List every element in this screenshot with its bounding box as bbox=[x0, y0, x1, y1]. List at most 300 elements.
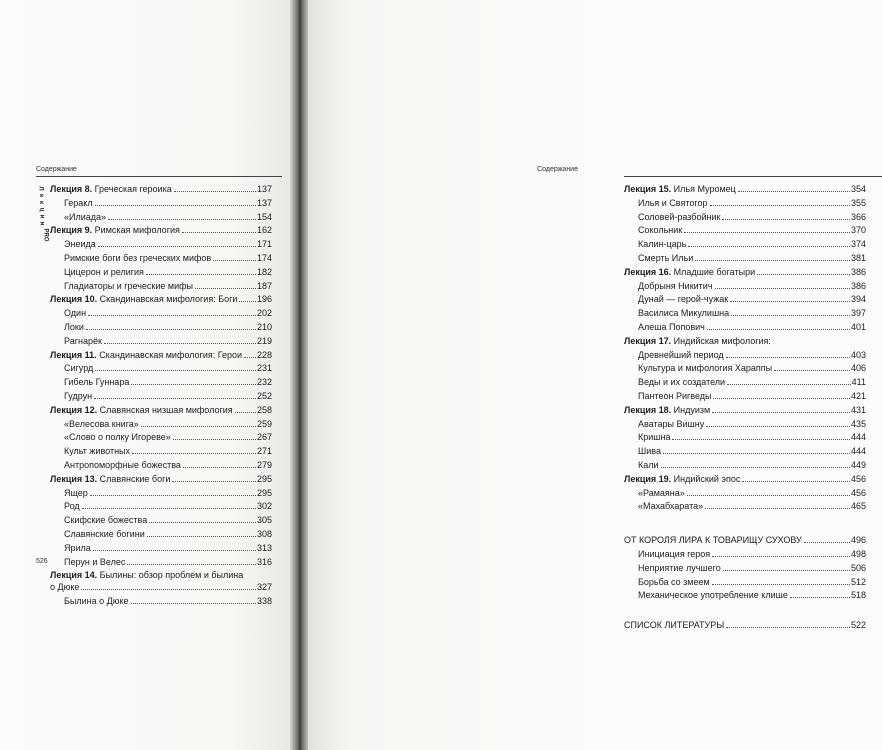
page-ref: 232 bbox=[256, 377, 272, 388]
dot-leader bbox=[726, 627, 850, 628]
toc-sub-entry bbox=[50, 596, 272, 610]
toc-list-right bbox=[624, 184, 866, 634]
page-ref: 279 bbox=[256, 459, 272, 470]
side-tab-letter: и bbox=[37, 214, 44, 219]
entry-title bbox=[624, 225, 682, 235]
entry-title-text: «Слово о полку Игореве» bbox=[64, 432, 171, 443]
entry-title-text: «Рамаяна» bbox=[638, 487, 685, 498]
toc-sub-entry bbox=[50, 377, 272, 391]
page-ref: 381 bbox=[850, 252, 866, 263]
lecture-number: Лекция 13. bbox=[50, 473, 98, 484]
dot-leader bbox=[195, 288, 256, 289]
entry-title bbox=[50, 225, 180, 235]
dot-leader bbox=[695, 260, 850, 261]
entry-title bbox=[50, 322, 84, 332]
dot-leader bbox=[687, 495, 850, 496]
entry-title-text: Илья и Святогор bbox=[638, 197, 708, 208]
toc-lecture-entry bbox=[50, 225, 272, 239]
toc-lecture-entry bbox=[50, 184, 272, 198]
toc-sub-entry bbox=[624, 432, 866, 446]
toc-lecture-entry bbox=[50, 350, 272, 364]
lecture-number: Лекция 15. bbox=[624, 184, 672, 194]
dot-leader bbox=[98, 246, 256, 247]
toc-lecture-entry bbox=[50, 294, 272, 308]
entry-title bbox=[624, 432, 670, 442]
entry-title bbox=[50, 557, 125, 567]
dot-leader bbox=[710, 205, 850, 206]
entry-title-text: Пантеон Ригведы bbox=[638, 390, 712, 401]
entry-title bbox=[624, 281, 713, 291]
toc-sub-entry bbox=[50, 267, 272, 281]
toc-sub-entry bbox=[624, 590, 866, 604]
entry-title-text: Соловей-разбойник bbox=[638, 211, 721, 222]
entry-title-text: Культ животных bbox=[64, 446, 131, 457]
page-ref: 316 bbox=[256, 556, 272, 567]
entry-title-text: Древнейший период bbox=[638, 349, 724, 360]
entry-title-text: Калин-царь bbox=[638, 239, 687, 250]
dot-leader bbox=[663, 453, 850, 454]
entry-title bbox=[624, 620, 724, 630]
entry-title-text: Смерть Ильи bbox=[638, 252, 694, 263]
dot-leader bbox=[727, 384, 851, 385]
toc-sub-entry bbox=[624, 563, 866, 577]
entry-title-text: СПИСОК ЛИТЕРАТУРЫ bbox=[624, 620, 725, 631]
entry-title-text: Гибель Гуннара bbox=[64, 377, 130, 388]
entry-title bbox=[624, 377, 725, 387]
toc-sub-entry bbox=[624, 253, 866, 267]
page-ref: 498 bbox=[850, 548, 866, 559]
entry-title-text: Василиса Микулишна bbox=[638, 308, 730, 319]
dot-leader bbox=[172, 481, 256, 482]
entry-title-text: Алеша Попович bbox=[638, 321, 705, 332]
page-ref: 313 bbox=[256, 542, 272, 553]
page-ref: 386 bbox=[850, 280, 866, 291]
toc-lecture-entry bbox=[624, 474, 866, 488]
page-ref: 338 bbox=[256, 596, 272, 607]
toc-sub-entry bbox=[624, 225, 866, 239]
entry-title bbox=[50, 391, 92, 401]
toc-sub-entry bbox=[624, 308, 866, 322]
page-ref: 394 bbox=[850, 294, 866, 305]
toc-sub-entry bbox=[50, 253, 272, 267]
entry-title bbox=[624, 391, 711, 401]
lecture-number: Лекция 19. bbox=[624, 473, 672, 484]
entry-title-text: Аватары Вишну bbox=[638, 418, 705, 429]
dot-leader bbox=[235, 412, 256, 413]
page-ref: 403 bbox=[850, 349, 866, 360]
toc-sub-entry bbox=[50, 281, 272, 295]
entry-title-text: Славянская низшая мифология bbox=[99, 404, 233, 415]
toc-sub-entry bbox=[50, 501, 272, 515]
page-ref: 295 bbox=[256, 487, 272, 498]
entry-title bbox=[50, 198, 93, 208]
page-ref: 449 bbox=[850, 459, 866, 470]
entry-title bbox=[624, 405, 710, 415]
entry-title-text: Греческая героика bbox=[94, 184, 172, 194]
dot-leader bbox=[86, 329, 256, 330]
toc-sub-entry bbox=[624, 391, 866, 405]
entry-title-text: Гудрун bbox=[64, 390, 93, 401]
entry-title bbox=[624, 184, 736, 194]
page-ref: 355 bbox=[850, 197, 866, 208]
entry-title bbox=[50, 253, 211, 263]
page-ref: 518 bbox=[850, 590, 866, 601]
toc-sub-entry bbox=[624, 446, 866, 460]
entry-title-text: Ярила bbox=[64, 542, 91, 553]
entry-title bbox=[50, 363, 93, 373]
dot-leader bbox=[672, 439, 849, 440]
entry-title bbox=[624, 253, 693, 263]
page-ref: 187 bbox=[256, 280, 272, 291]
toc-sub-entry bbox=[50, 212, 272, 226]
entry-title bbox=[624, 563, 721, 573]
entry-title-text: Антропоморфные божества bbox=[64, 459, 181, 470]
lecture-number: Лекция 12. bbox=[50, 404, 98, 415]
toc-sub-entry bbox=[50, 488, 272, 502]
right-page bbox=[308, 0, 866, 750]
toc-sub-entry bbox=[50, 419, 272, 433]
entry-title bbox=[624, 501, 703, 511]
page-ref: 295 bbox=[256, 473, 272, 484]
entry-title bbox=[624, 350, 724, 360]
toc-sub-entry bbox=[624, 377, 866, 391]
dot-leader bbox=[173, 439, 256, 440]
entry-title-text: Славянские богини bbox=[64, 528, 145, 539]
header-rule bbox=[624, 176, 882, 177]
page-ref: 228 bbox=[256, 349, 272, 360]
dot-leader bbox=[127, 564, 256, 565]
entry-title bbox=[624, 336, 771, 346]
entry-title bbox=[624, 474, 740, 484]
dot-leader bbox=[726, 357, 850, 358]
series-side-tab bbox=[35, 185, 49, 243]
toc-sub-entry bbox=[624, 577, 866, 591]
lecture-number: Лекция 18. bbox=[624, 404, 672, 415]
toc-sub-entry bbox=[50, 391, 272, 405]
entry-title bbox=[624, 446, 661, 456]
dot-leader bbox=[94, 398, 256, 399]
dot-leader bbox=[688, 246, 850, 247]
entry-title bbox=[50, 350, 242, 360]
entry-title-text: Рагнарёк bbox=[64, 335, 102, 346]
toc-lecture-entry bbox=[50, 474, 272, 488]
dot-leader bbox=[244, 357, 256, 358]
lecture-number: Лекция 10. bbox=[50, 294, 98, 305]
entry-title-text: Культура и мифология Хараппы bbox=[638, 363, 773, 374]
toc-sub-entry bbox=[50, 557, 272, 571]
entry-title-text: Цицерон и религия bbox=[64, 266, 144, 277]
toc-chapter-entry bbox=[624, 535, 866, 549]
dot-leader bbox=[90, 495, 256, 496]
entry-title bbox=[624, 308, 729, 318]
left-page bbox=[0, 0, 292, 750]
dot-leader bbox=[774, 370, 850, 371]
entry-title-text: Сокольник bbox=[638, 225, 683, 236]
dot-leader bbox=[661, 467, 850, 468]
entry-title bbox=[50, 377, 129, 387]
dot-leader bbox=[82, 508, 256, 509]
toc-lecture-entry bbox=[50, 405, 272, 419]
toc-sub-entry bbox=[50, 322, 272, 336]
lecture-number: Лекция 14. bbox=[50, 570, 98, 581]
toc-lecture-entry bbox=[624, 336, 866, 350]
page-ref: 308 bbox=[256, 528, 272, 539]
entry-title bbox=[624, 239, 686, 249]
entry-title-text: Римская мифология bbox=[94, 225, 180, 236]
entry-title-text: о Дюке bbox=[50, 582, 80, 593]
page-ref: 397 bbox=[850, 308, 866, 319]
page-ref: 444 bbox=[850, 432, 866, 443]
entry-title-text: Скандинавская мифология: Боги bbox=[99, 294, 238, 305]
page-ref: 496 bbox=[850, 535, 866, 546]
entry-title bbox=[624, 198, 708, 208]
entry-title-text: Индийская мифология: bbox=[673, 335, 771, 346]
page-ref: 406 bbox=[850, 363, 866, 374]
entry-title bbox=[624, 549, 710, 559]
entry-title-text: Индийский эпос bbox=[673, 473, 741, 484]
page-ref: 421 bbox=[850, 390, 866, 401]
dot-leader bbox=[95, 205, 256, 206]
page-ref: 506 bbox=[850, 562, 866, 573]
entry-title bbox=[50, 515, 147, 525]
entry-title bbox=[50, 212, 106, 222]
entry-title bbox=[624, 535, 802, 545]
entry-title bbox=[50, 596, 129, 606]
page-ref: 202 bbox=[256, 308, 272, 319]
toc-sub-entry bbox=[50, 460, 272, 474]
page-ref: 182 bbox=[256, 266, 272, 277]
entry-title-text: Индуизм bbox=[673, 404, 711, 415]
dot-leader bbox=[706, 426, 850, 427]
toc-sub-entry bbox=[50, 515, 272, 529]
entry-title-text: «Велесова книга» bbox=[64, 418, 139, 429]
toc-sub-entry bbox=[50, 239, 272, 253]
entry-title bbox=[624, 460, 659, 470]
entry-title-text: Дунай — герой-чужак bbox=[638, 294, 729, 305]
lecture-number: Лекция 9. bbox=[50, 225, 93, 236]
entry-title-text: Неприятие лучшего bbox=[638, 562, 721, 573]
dot-leader bbox=[182, 232, 256, 233]
dot-leader bbox=[88, 315, 256, 316]
dot-leader bbox=[742, 481, 850, 482]
toc-sub-entry bbox=[50, 446, 272, 460]
entry-title bbox=[624, 488, 685, 498]
lecture-number: Лекция 8. bbox=[50, 184, 93, 194]
page-ref: 137 bbox=[256, 197, 272, 208]
entry-title-text: Гладиаторы и греческие мифы bbox=[64, 280, 193, 291]
entry-title bbox=[50, 281, 193, 291]
page-ref: 401 bbox=[850, 321, 866, 332]
entry-title-text: Скифские божества bbox=[64, 515, 148, 526]
entry-title-continued bbox=[50, 582, 272, 596]
dot-leader bbox=[81, 589, 256, 590]
page-ref: 305 bbox=[256, 515, 272, 526]
toc-sub-entry bbox=[624, 460, 866, 474]
dot-leader bbox=[149, 522, 256, 523]
page-ref: 231 bbox=[256, 363, 272, 374]
page-ref: 374 bbox=[850, 239, 866, 250]
page-ref: 210 bbox=[256, 321, 272, 332]
entry-title bbox=[50, 294, 237, 304]
entry-title-text: Былина о Дюке bbox=[64, 596, 129, 607]
dot-leader bbox=[132, 453, 256, 454]
entry-title-text: Славянские боги bbox=[99, 473, 171, 484]
entry-title-text: Добрыня Никитич bbox=[638, 280, 713, 291]
dot-leader bbox=[684, 232, 850, 233]
side-tab-letter: Л bbox=[38, 186, 44, 191]
dot-leader bbox=[213, 260, 256, 261]
dot-leader bbox=[731, 315, 850, 316]
toc-sub-entry bbox=[50, 529, 272, 543]
dot-leader bbox=[705, 508, 850, 509]
page-ref: 354 bbox=[850, 184, 866, 194]
entry-title bbox=[50, 446, 130, 456]
entry-title-text: Геракл bbox=[64, 197, 93, 208]
dot-leader bbox=[183, 467, 256, 468]
page-ref: 456 bbox=[850, 473, 866, 484]
dot-leader bbox=[713, 398, 850, 399]
toc-bibliography-entry bbox=[624, 620, 866, 634]
page-ref: 302 bbox=[256, 501, 272, 512]
entry-title bbox=[50, 460, 181, 470]
toc-lecture-entry bbox=[624, 184, 866, 198]
entry-title-text: Род bbox=[64, 501, 80, 512]
dot-leader bbox=[790, 597, 850, 598]
toc-sub-entry bbox=[624, 198, 866, 212]
dot-leader bbox=[108, 219, 256, 220]
dot-leader bbox=[104, 343, 256, 344]
toc-sub-entry bbox=[624, 419, 866, 433]
entry-title bbox=[50, 501, 80, 511]
toc-list-left bbox=[50, 184, 272, 610]
entry-title bbox=[624, 294, 728, 304]
toc-sub-entry bbox=[624, 549, 866, 563]
lecture-number: Лекция 17. bbox=[624, 335, 672, 346]
page-ref: 327 bbox=[256, 582, 272, 593]
dot-leader bbox=[715, 288, 850, 289]
toc-sub-entry bbox=[50, 543, 272, 557]
side-tab-letter: и bbox=[37, 221, 44, 226]
entry-title-text: Илья Муромец bbox=[673, 184, 736, 194]
entry-title bbox=[50, 267, 144, 277]
entry-title bbox=[624, 419, 704, 429]
entry-title-text: Механическое употребление клише bbox=[638, 590, 788, 601]
lecture-number: Лекция 16. bbox=[624, 266, 672, 277]
dot-leader bbox=[141, 426, 256, 427]
toc-sub-entry bbox=[624, 294, 866, 308]
dot-leader bbox=[712, 584, 850, 585]
side-tab-letter: е bbox=[38, 193, 44, 198]
entry-title-text: Один bbox=[64, 308, 87, 319]
entry-title-text: «Илиада» bbox=[64, 211, 107, 222]
page-ref: 174 bbox=[256, 252, 272, 263]
entry-title-text: Шива bbox=[638, 446, 661, 457]
header-rule bbox=[36, 176, 282, 177]
entry-title bbox=[50, 570, 272, 582]
entry-title bbox=[624, 322, 705, 332]
page-ref: 465 bbox=[850, 501, 866, 512]
entry-title bbox=[624, 267, 755, 277]
entry-title-text: Кали bbox=[638, 459, 659, 470]
dot-leader bbox=[174, 191, 256, 192]
page-ref: 522 bbox=[850, 620, 866, 631]
toc-sub-entry bbox=[50, 198, 272, 212]
side-tab-letter: к bbox=[37, 200, 44, 205]
dot-leader bbox=[131, 603, 256, 604]
page-ref: 171 bbox=[256, 239, 272, 250]
page-ref: 259 bbox=[256, 418, 272, 429]
page-ref: 137 bbox=[256, 184, 272, 194]
toc-sub-entry bbox=[624, 501, 866, 515]
page-ref: 271 bbox=[256, 446, 272, 457]
running-head: Содержание bbox=[537, 166, 578, 173]
entry-title-text: Сигурд bbox=[64, 363, 94, 374]
dot-leader bbox=[723, 570, 850, 571]
entry-title bbox=[50, 474, 170, 484]
entry-title-text: Перун и Велес bbox=[64, 556, 126, 567]
page-ref: 162 bbox=[256, 225, 272, 236]
entry-title bbox=[624, 577, 710, 587]
toc-sub-entry bbox=[50, 336, 272, 350]
page-ref: 267 bbox=[256, 432, 272, 443]
entry-title bbox=[624, 363, 772, 373]
toc-sub-entry bbox=[624, 239, 866, 253]
page-ref: 219 bbox=[256, 335, 272, 346]
page-ref: 370 bbox=[850, 225, 866, 236]
toc-sub-entry bbox=[624, 322, 866, 336]
toc-lecture-entry bbox=[624, 405, 866, 419]
side-tab-pro: PRO bbox=[42, 228, 49, 242]
book-gutter bbox=[290, 0, 310, 750]
entry-title bbox=[624, 590, 788, 600]
entry-title-text: Римские боги без греческих мифов bbox=[64, 252, 212, 263]
toc-lecture-entry bbox=[50, 570, 272, 596]
entry-title bbox=[50, 308, 86, 318]
dot-leader bbox=[712, 556, 850, 557]
page-ref: 366 bbox=[850, 211, 866, 222]
entry-title bbox=[624, 212, 720, 222]
entry-title-text: ОТ КОРОЛЯ ЛИРА К ТОВАРИЩУ СУХОВУ bbox=[624, 535, 802, 546]
dot-leader bbox=[738, 191, 850, 192]
page-ref: 252 bbox=[256, 390, 272, 401]
dot-leader bbox=[804, 542, 850, 543]
toc-sub-entry bbox=[50, 432, 272, 446]
dot-leader bbox=[147, 536, 256, 537]
entry-title-text: Локи bbox=[64, 321, 84, 332]
dot-leader bbox=[757, 274, 850, 275]
entry-title bbox=[50, 239, 96, 249]
dot-leader bbox=[93, 550, 256, 551]
entry-title-text: Былины: обзор проблем и былина bbox=[99, 570, 244, 581]
entry-title bbox=[50, 543, 91, 553]
toc-sub-entry bbox=[624, 350, 866, 364]
page-ref: 431 bbox=[850, 404, 866, 415]
page-ref: 386 bbox=[850, 266, 866, 277]
entry-title-text: «Махабхарата» bbox=[638, 501, 704, 512]
dot-leader bbox=[95, 370, 256, 371]
toc-sub-entry bbox=[624, 488, 866, 502]
entry-title-text: Ящер bbox=[64, 487, 88, 498]
entry-title-text: Веды и их создатели bbox=[638, 377, 726, 388]
entry-title bbox=[50, 529, 145, 539]
entry-title bbox=[50, 336, 102, 346]
toc-sub-entry bbox=[624, 212, 866, 226]
toc-lecture-entry bbox=[624, 267, 866, 281]
entry-title bbox=[50, 488, 88, 498]
dot-leader bbox=[239, 301, 256, 302]
dot-leader bbox=[722, 219, 850, 220]
entry-title bbox=[50, 405, 233, 415]
